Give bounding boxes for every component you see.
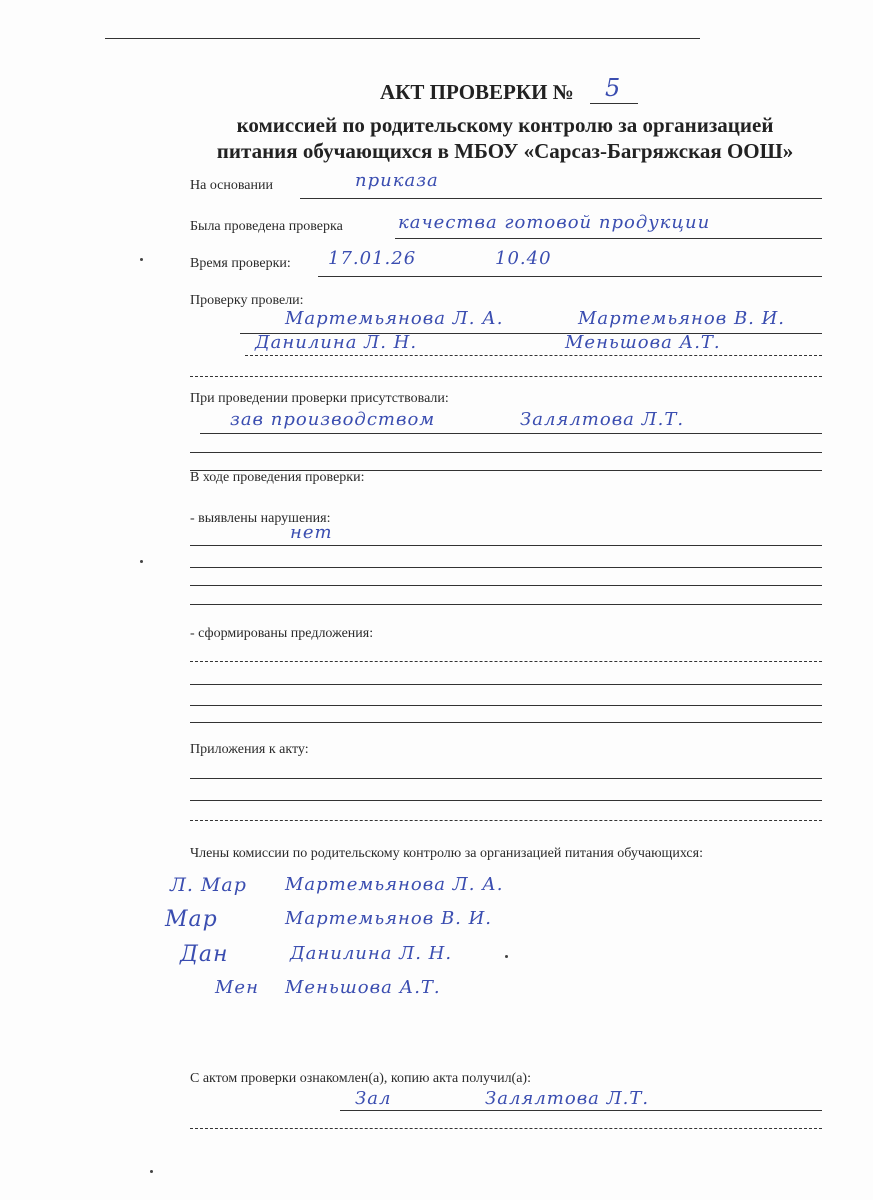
violations-line-2 [190, 567, 822, 568]
scan-speck [150, 1170, 153, 1173]
violations-label: - выявлены нарушения: [190, 511, 331, 526]
subtitle-line-2: питания обучающихся в МБОУ «Сарсаз-Багряжская ООШ» [216, 139, 794, 163]
member-4-name: Меньшова А.Т. [285, 977, 441, 998]
check-value: качества готовой продукции [398, 212, 711, 233]
violations-line-1 [190, 545, 822, 546]
member-4-signature: Мен [215, 977, 259, 998]
check-label: Была проведена проверка [190, 219, 343, 234]
proposals-label: - сформированы предложения: [190, 626, 374, 641]
present-name: Залялтова Л.Т. [520, 409, 685, 430]
members-label: Члены комиссии по родительскому контролю за организацией питания обучающихся: [190, 846, 703, 861]
time-line [318, 276, 822, 277]
scan-speck [140, 258, 143, 261]
act-number-line [590, 103, 638, 104]
scan-speck [140, 560, 143, 563]
attachments-line-2 [190, 800, 822, 801]
inspector-1: Мартемьянова Л. А. [285, 308, 504, 329]
inspector-2: Мартемьянов В. И. [578, 308, 786, 329]
basis-value: приказа [355, 170, 439, 191]
member-1-signature: Л. Мар [170, 874, 247, 896]
time-date: 17.01.26 [328, 248, 417, 269]
member-3-name: Данилина Л. Н. [290, 943, 453, 964]
act-title [380, 80, 574, 105]
acquainted-name: Залялтова Л.Т. [485, 1088, 650, 1109]
attachments-line-1 [190, 778, 822, 779]
member-2-name: Мартемьянов В. И. [285, 908, 493, 929]
inspectors-line-3 [190, 376, 822, 377]
basis-label: На основании [190, 178, 273, 193]
proposals-line-4 [190, 722, 822, 723]
time-clock: 10.40 [495, 248, 552, 269]
present-line-1 [200, 433, 822, 434]
basis-line [300, 198, 822, 199]
inspector-3: Данилина Л. Н. [255, 332, 418, 353]
proposals-line-1 [190, 661, 822, 662]
inspectors-line-2 [245, 355, 822, 356]
attachments-line-3 [190, 820, 822, 821]
member-2-signature: Мар [165, 907, 218, 932]
violations-line-3 [190, 585, 822, 586]
check-line [395, 238, 822, 239]
act-number: 5 [605, 74, 622, 102]
present-role: зав производством [230, 409, 436, 430]
inspectors-label: Проверку провели: [190, 293, 304, 308]
present-line-2 [190, 452, 822, 453]
acquainted-line-1 [340, 1110, 822, 1111]
act-title-text: АКТ ПРОВЕРКИ № [380, 80, 574, 104]
time-label: Время проверки: [190, 256, 291, 271]
scan-speck [505, 955, 508, 958]
proposals-line-3 [190, 705, 822, 706]
acquainted-line-2 [190, 1128, 822, 1129]
member-3-signature: Дан [180, 942, 229, 967]
during-label: В ходе проведения проверки: [190, 470, 365, 485]
present-label: При проведении проверки присутствовали: [190, 391, 449, 406]
acquainted-label: С актом проверки ознакомлен(а), копию акта получил(а): [190, 1071, 531, 1086]
member-1-name: Мартемьянова Л. А. [285, 874, 504, 895]
subtitle-line-1: комиссией по родительскому контролю за организацией [236, 113, 774, 137]
attachments-label: Приложения к акту: [190, 742, 309, 757]
violations-line-4 [190, 604, 822, 605]
proposals-line-2 [190, 684, 822, 685]
top-rule [105, 38, 700, 39]
acquainted-signature: Зал [355, 1088, 392, 1109]
violations-value: нет [290, 522, 333, 543]
inspector-4: Меньшова А.Т. [565, 332, 721, 353]
